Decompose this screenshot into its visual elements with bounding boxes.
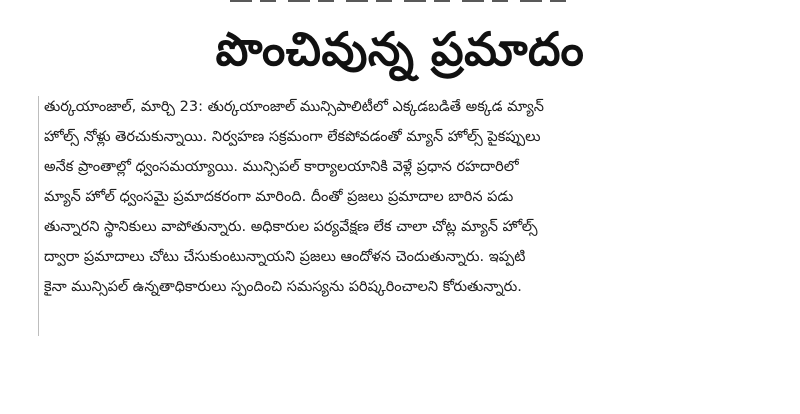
body-line: తుర్కయాంజాల్, మార్చి 23: తుర్కయాంజాల్ మున్సిపాలిటీలో ఎక్కడబడితే అక్కడ మ్యాన్ [44, 99, 544, 115]
body-line: హోల్స్ నోళ్లు తెరచుకున్నాయి. నిర్వహణ సక్రమంగా లేకపోవడంతో మ్యాన్ హోల్స్ పైకప్పులు [44, 129, 541, 145]
cropped-previous-line [230, 0, 570, 5]
body-line: అనేక ప్రాంతాల్లో ధ్వంసమయ్యాయి. మున్సిపల్ కార్యాలయానికి వెళ్లే ప్రధాన రహదారిలో [44, 159, 519, 175]
body-line: తున్నారని స్థానికులు వాపోతున్నారు. అధికారుల పర్యవేక్షణ లేక చాలా చోట్ల మ్యాన్ హోల్స్ [44, 219, 538, 235]
article-headline: పొంచివున్న ప్రమాదం [215, 22, 585, 76]
body-line: మ్యాన్ హోల్ ధ్వంసమై ప్రమాదకరంగా మారింది. దీంతో ప్రజలు ప్రమాదాల బారిన పడు [44, 189, 514, 205]
body-line: ద్వారా ప్రమాదాలు చోటు చేసుకుంటున్నాయని ప్రజలు ఆందోళన చెందుతున్నారు. ఇప్పటి [44, 249, 526, 265]
article-body [44, 92, 758, 328]
body-line: కైనా మున్సిపల్ ఉన్నతాధికారులు స్పందించి సమస్యను పరిష్కరించాలని కోరుతున్నారు. [44, 279, 522, 295]
column-divider [38, 96, 39, 336]
